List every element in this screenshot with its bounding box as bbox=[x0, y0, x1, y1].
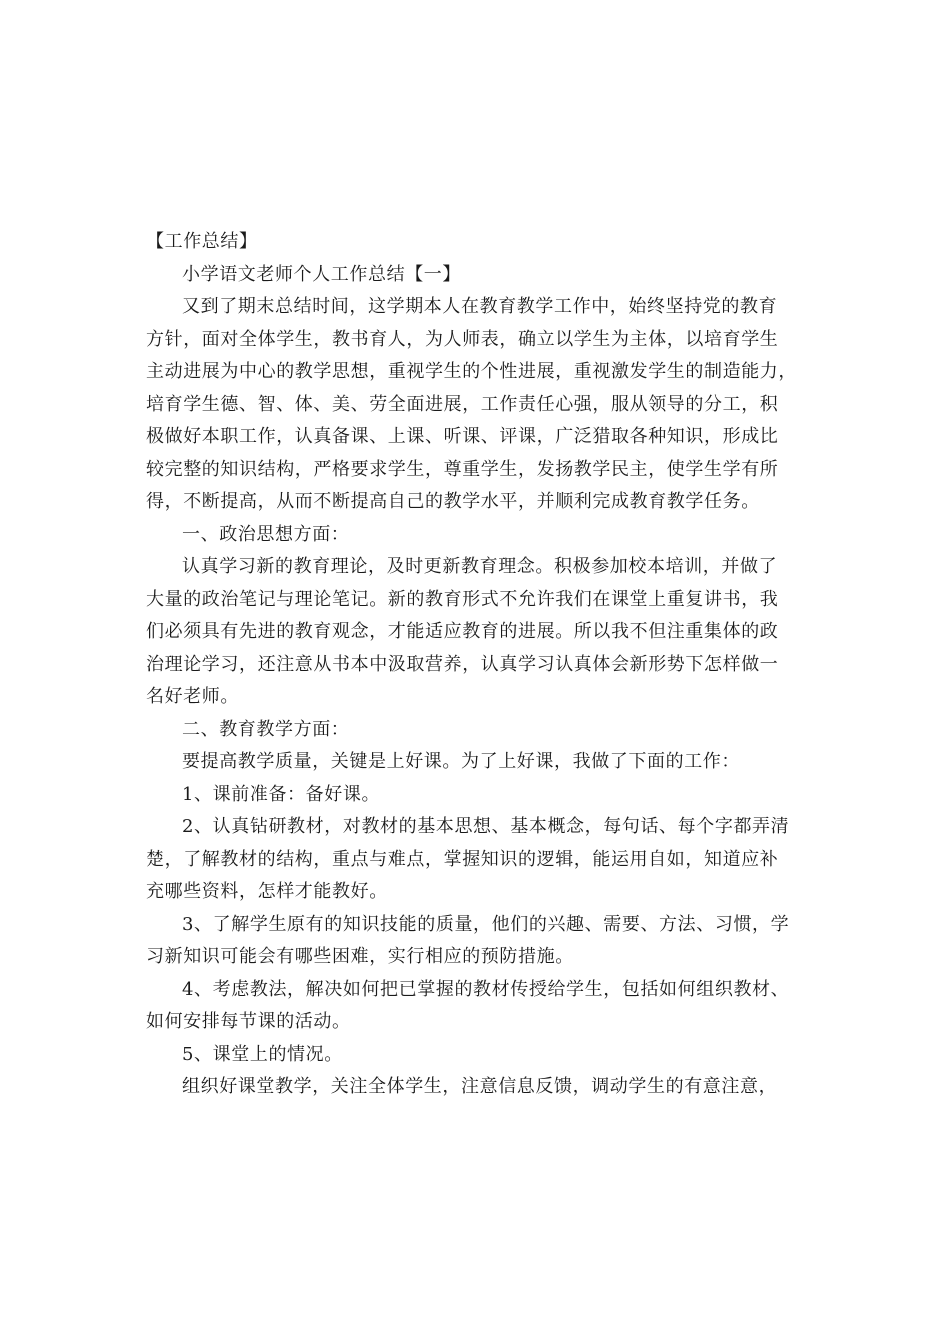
text-line: 治理论学习，还注意从书本中汲取营养，认真学习认真体会新形势下怎样做一 bbox=[146, 653, 779, 675]
text-line: 得，不断提高，从而不断提高自己的教学水平，并顺利完成教育教学任务。 bbox=[146, 491, 760, 512]
text-line: 名好老师。 bbox=[146, 686, 239, 707]
text-line: 方针，面对全体学生，教书育人，为人师表，确立以学生为主体，以培育学生 bbox=[146, 328, 779, 350]
text-line: 3、了解学生原有的知识技能的质量，他们的兴趣、需要、方法、习惯，学 bbox=[182, 913, 790, 935]
text-line: 大量的政治笔记与理论笔记。新的教育形式不允许我们在课堂上重复讲书，我 bbox=[146, 588, 779, 610]
text-line: 又到了期末总结时间，这学期本人在教育教学工作中，始终坚持党的教育 bbox=[182, 296, 778, 317]
document-body bbox=[146, 226, 806, 1104]
text-line: 一、政治思想方面： bbox=[182, 523, 350, 545]
text-line: 极做好本职工作，认真备课、上课、听课、评课，广泛猎取各种知识，形成比 bbox=[146, 426, 779, 447]
text-line: 5、课堂上的情况。 bbox=[182, 1043, 343, 1065]
text-line: 主动进展为中心的教学思想，重视学生的个性进展，重视激发学生的制造能力， bbox=[146, 361, 797, 382]
text-line: 4、考虑教法，解决如何把已掌握的教材传授给学生，包括如何组织教材、 bbox=[182, 978, 790, 1000]
text-line: 2、认真钻研教材，对教材的基本思想、基本概念，每句话、每个字都弄清 bbox=[182, 816, 790, 837]
text-line: 要提高教学质量，关键是上好课。为了上好课，我做了下面的工作： bbox=[182, 751, 740, 772]
text-line: 充哪些资料，怎样才能教好。 bbox=[146, 881, 388, 902]
text-line: 认真学习新的教育理论，及时更新教育理念。积极参加校本培训，并做了 bbox=[182, 556, 778, 577]
text-line: 楚，了解教材的结构，重点与难点，掌握知识的逻辑，能运用自如，知道应补 bbox=[146, 848, 779, 870]
document-heading: 【工作总结】 bbox=[146, 231, 258, 252]
text-line: 组织好课堂教学，关注全体学生，注意信息反馈，调动学生的有意注意， bbox=[182, 1076, 778, 1097]
text-line: 1、课前准备：备好课。 bbox=[182, 783, 381, 805]
text-line: 如何安排每节课的活动。 bbox=[146, 1011, 351, 1032]
text-line: 较完整的知识结构，严格要求学生，尊重学生，发扬教学民主，使学生学有所 bbox=[146, 458, 779, 480]
text-line: 培育学生德、智、体、美、劳全面进展，工作责任心强，服从领导的分工，积 bbox=[146, 393, 779, 415]
paragraph-lines bbox=[146, 291, 806, 1104]
text-line: 们必须具有先进的教育观念，才能适应教育的进展。所以我不但注重集体的政 bbox=[146, 621, 779, 642]
document-title: 小学语文老师个人工作总结【一】 bbox=[182, 263, 461, 285]
text-line: 二、教育教学方面： bbox=[182, 718, 350, 740]
text-line: 习新知识可能会有哪些困难，实行相应的预防措施。 bbox=[146, 946, 574, 967]
